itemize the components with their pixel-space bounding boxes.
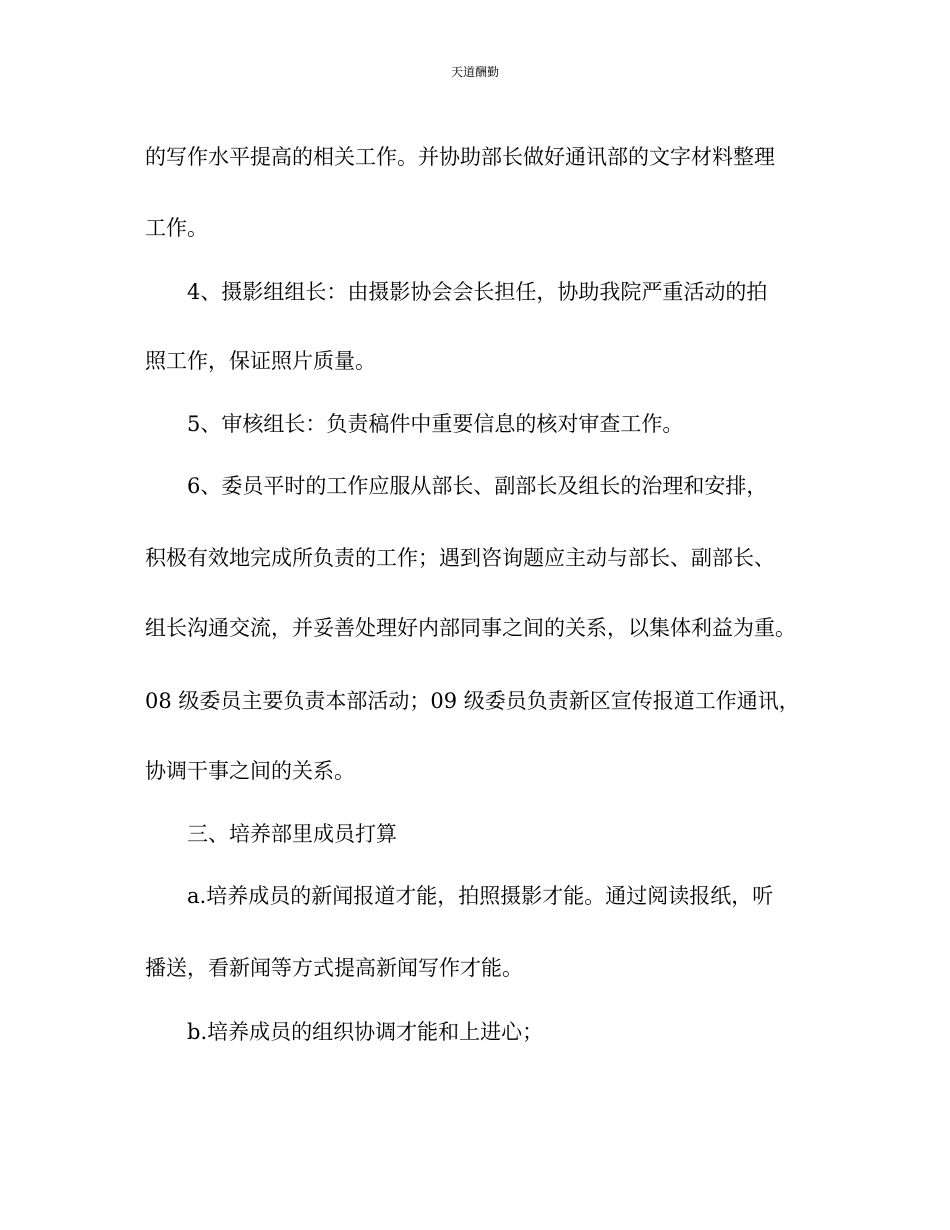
body-line: 6、委员平时的工作应服从部长、副部长及组长的治理和安排， <box>187 474 768 498</box>
body-line: a.培养成员的新闻报道才能，拍照摄影才能。通过阅读报纸，听 <box>187 884 774 908</box>
section-heading: 三、培养部里成员打算 <box>187 822 397 846</box>
page-header: 天道酬勤 <box>450 65 499 79</box>
body-line: 照工作，保证照片质量。 <box>145 349 376 373</box>
body-line: 播送，看新闻等方式提高新闻写作才能。 <box>145 956 523 980</box>
body-line: 08 级委员主要负责本部活动；09 级委员负责新区宣传报道工作通讯， <box>145 689 800 713</box>
body-line: 组长沟通交流，并妥善处理好内部同事之间的关系，以集体利益为重。 <box>145 616 796 640</box>
body-line: 工作。 <box>145 216 208 240</box>
body-line: 积极有效地完成所负责的工作；遇到咨询题应主动与部长、副部长、 <box>145 546 775 570</box>
body-line: 的写作水平提高的相关工作。并协助部长做好通讯部的文字材料整理 <box>145 145 775 169</box>
body-line: 协调干事之间的关系。 <box>145 759 355 783</box>
body-line: 4、摄影组组长：由摄影协会会长担任，协助我院严重活动的拍 <box>187 280 768 304</box>
body-line: b.培养成员的组织协调才能和上进心； <box>187 1020 544 1044</box>
body-line: 5、审核组长：负责稿件中重要信息的核对审查工作。 <box>187 412 684 436</box>
